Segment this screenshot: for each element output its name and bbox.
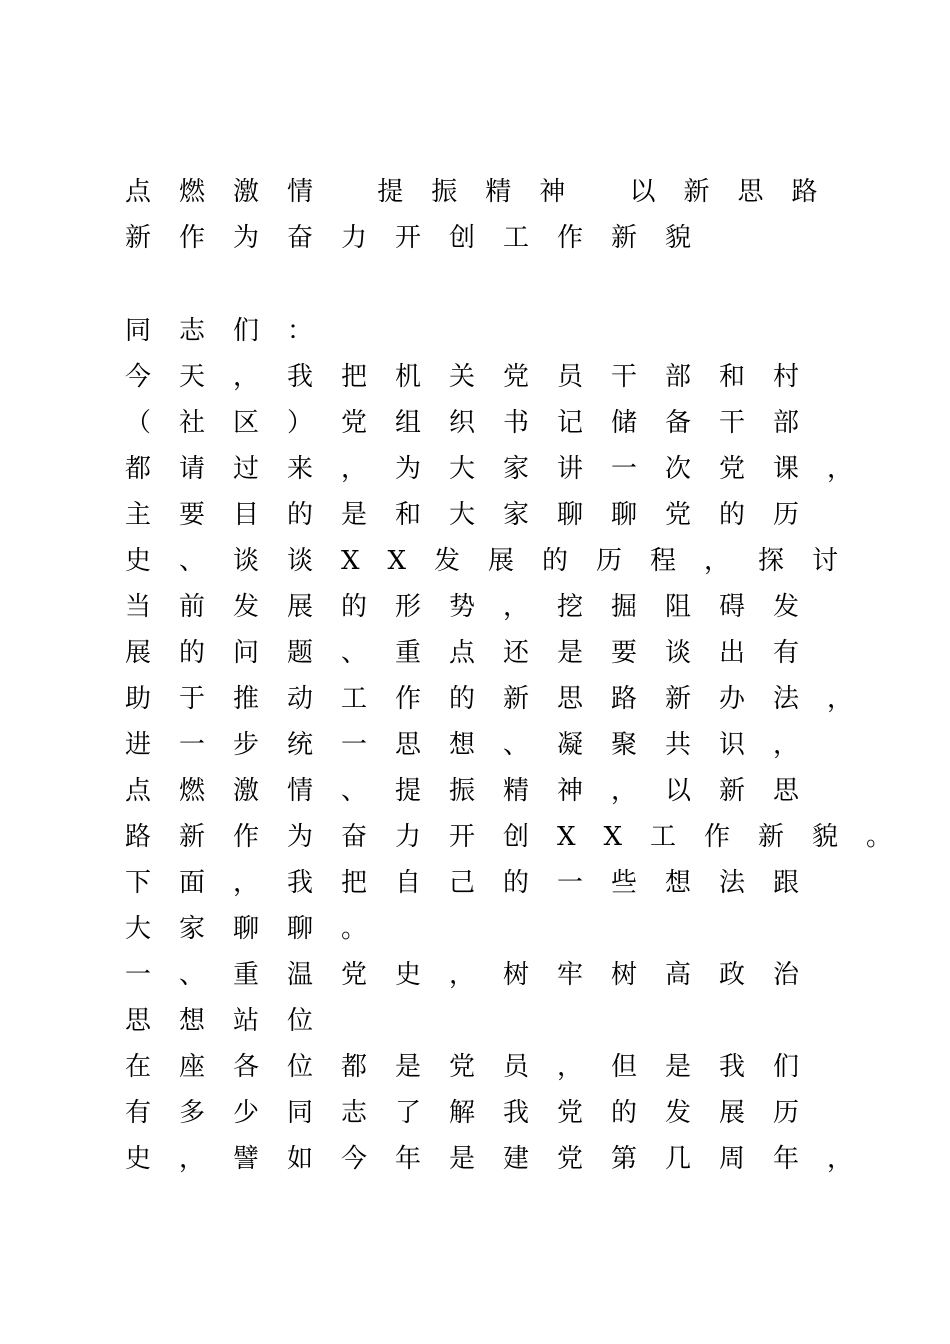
body-line: 当前发展的形势，挖掘阻碍发	[125, 592, 828, 622]
body-line: 下面，我把自己的一些想法跟	[125, 868, 828, 898]
body-line: 助于推动工作的新思路新办法，	[125, 684, 882, 714]
body-line: 大家聊聊。	[125, 914, 396, 944]
body-line: 今天，我把机关党员干部和村	[125, 362, 828, 392]
title-line-2: 新作为奋力开创工作新貌	[125, 223, 720, 253]
salutation: 同志们：	[125, 316, 342, 346]
body-line: （社区）党组织书记储备干部	[125, 408, 828, 438]
body-line: 展的问题、重点还是要谈出有	[125, 638, 828, 668]
body-line: 史、谈谈XX发展的历程，探讨	[125, 546, 867, 576]
body-line: 有多少同志了解我党的发展历	[125, 1098, 828, 1128]
body-line: 路新作为奋力开创XX工作新貌。	[125, 822, 921, 852]
body-line: 点燃激情、提振精神，以新思	[125, 776, 828, 806]
body-line: 进一步统一思想、凝聚共识，	[125, 730, 828, 760]
title-line-1: 点燃激情 提振精神 以新思路	[125, 177, 846, 207]
body-line: 主要目的是和大家聊聊党的历	[125, 500, 828, 530]
section-heading-line: 一、重温党史，树牢树高政治	[125, 960, 828, 990]
body-line: 都请过来，为大家讲一次党课，	[125, 454, 882, 484]
body-line: 在座各位都是党员，但是我们	[125, 1052, 828, 1082]
body-line: 史，譬如今年是建党第几周年，	[125, 1144, 882, 1174]
section-heading-line: 思想站位	[125, 1006, 342, 1036]
